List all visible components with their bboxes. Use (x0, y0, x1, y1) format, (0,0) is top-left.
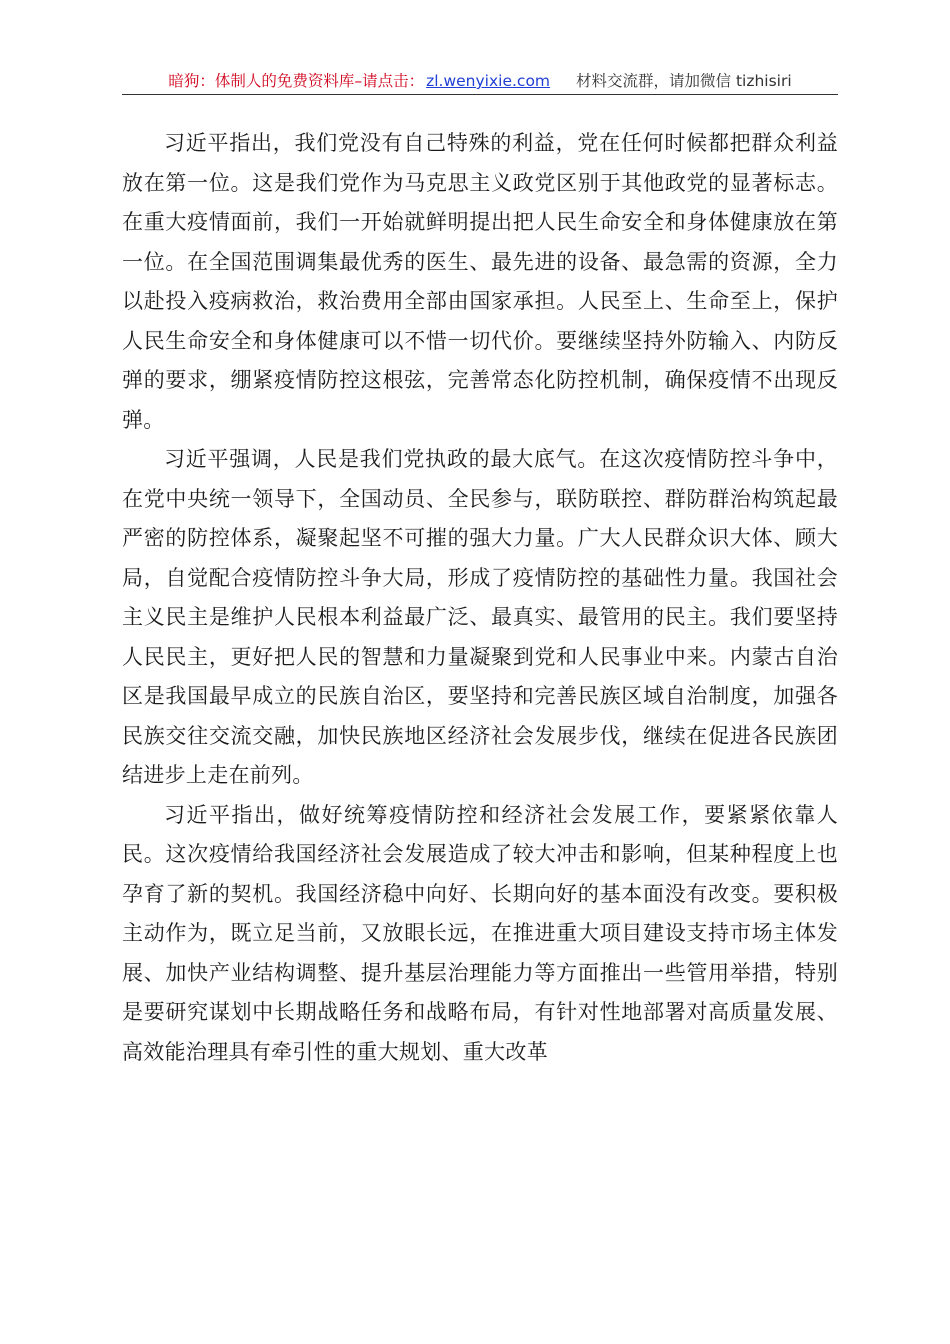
header-promo-text: 暗狗：体制人的免费资料库 (168, 72, 355, 90)
header-separator-text: –请点击： (354, 72, 425, 90)
paragraph-2: 习近平强调，人民是我们党执政的最大底气。在这次疫情防控斗争中，在党中央统一领导下，全国动员、全民参与，联防联控、群防群治构筑起最严密的防控体系，凝聚起坚不可摧的强大力量。广大人民群众识大体、顾大局，自觉配合疫情防控斗争大局，形成了疫情防控的基础性力量。我国社会主义民主是维护人民根本利益最广泛、最真实、最管用的民主。我们要坚持人民民主，更好把人民的智慧和力量凝聚到党和人民事业中来。内蒙古自治区是我国最早成立的民族自治区，要坚持和完善民族区域自治制度，加强各民族交往交流交融，加快民族地区经济社会发展步伐，继续在促进各民族团结进步上走在前列。 (122, 447, 838, 787)
document-body (122, 124, 838, 1072)
paragraph-3: 习近平指出，做好统筹疫情防控和经济社会发展工作，要紧紧依靠人民。这次疫情给我国经济社会发展造成了较大冲击和影响，但某种程度上也孕育了新的契机。我国经济稳中向好、长期向好的基本面没有改变。要积极主动作为，既立足当前，又放眼长远，在推进重大项目建设支持市场主体发展、加快产业结构调整、提升基层治理能力等方面推出一些管用举措，特别是要研究谋划中长期战略任务和战略布局，有针对性地部署对高质量发展、高效能治理具有牵引性的重大规划、重大改革 (122, 802, 838, 1064)
header-website-link[interactable]: zl.wenyixie.com (426, 72, 551, 90)
header-contact-text: 材料交流群，请加微信 tizhisiri (576, 72, 792, 90)
page-header (122, 68, 838, 95)
paragraph-1: 习近平指出，我们党没有自己特殊的利益，党在任何时候都把群众利益放在第一位。这是我们党作为马克思主义政党区别于其他政党的显著标志。在重大疫情面前，我们一开始就鲜明提出把人民生命安全和身体健康放在第一位。在全国范围调集最优秀的医生、最先进的设备、最急需的资源，全力以赴投入疫病救治，救治费用全部由国家承担。人民至上、生命至上，保护人民生命安全和身体健康可以不惜一切代价。要继续坚持外防输入、内防反弹的要求，绷紧疫情防控这根弦，完善常态化防控机制，确保疫情不出现反弹。 (122, 131, 838, 432)
